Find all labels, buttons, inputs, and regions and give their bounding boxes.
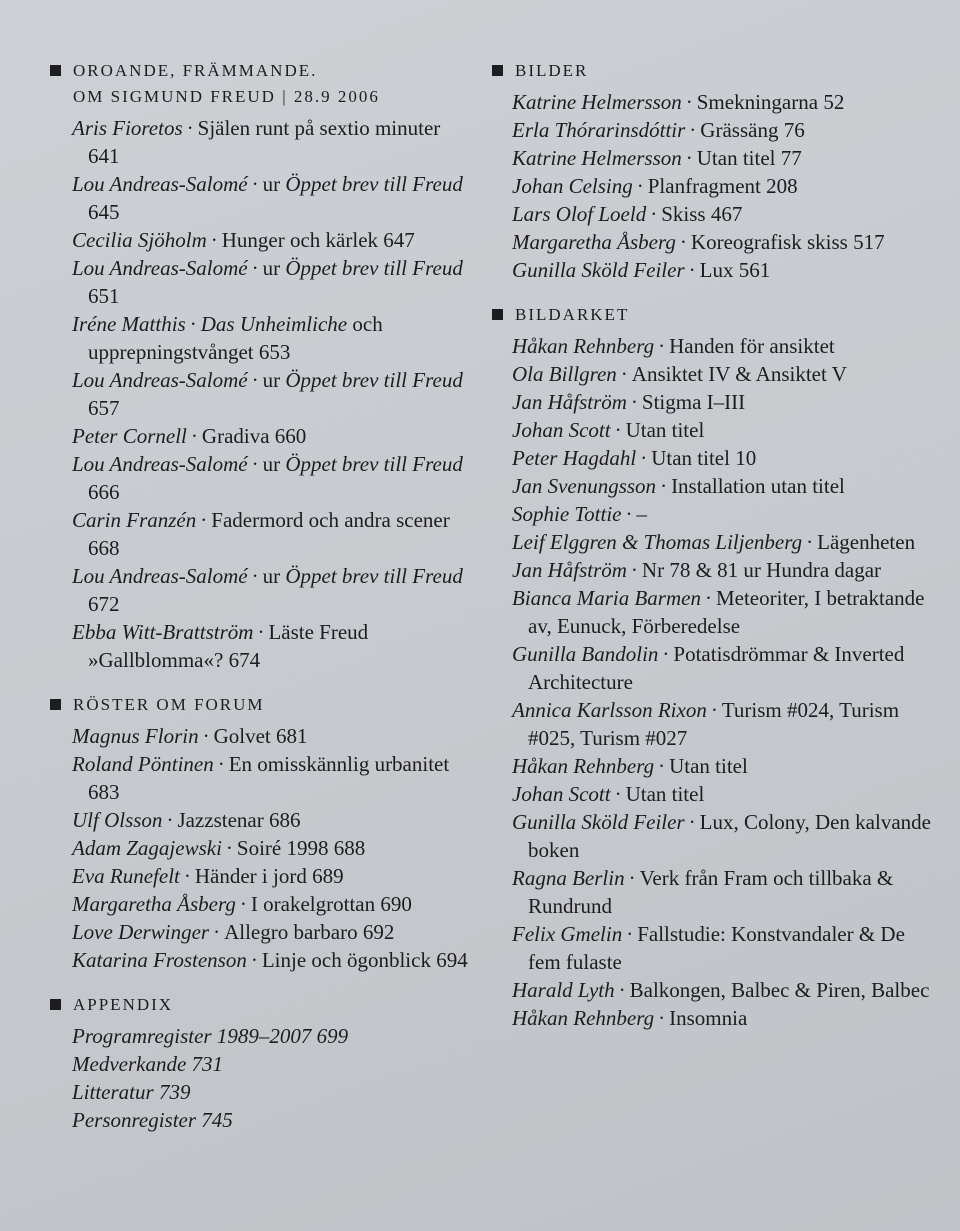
entry-page: 683 (88, 780, 120, 804)
toc-entry (492, 640, 932, 696)
entry-separator: · (183, 864, 191, 888)
toc-entry (492, 416, 932, 444)
entry-author: Annica Karlsson Rixon (512, 698, 707, 722)
entry-page: 688 (333, 836, 366, 860)
appendix-entry (50, 1078, 470, 1106)
toc-entry (492, 332, 932, 360)
square-bullet-icon (492, 309, 503, 320)
entry-title-italic: Öppet brev till Freud (285, 564, 463, 588)
entry-title: Insomnia (669, 1006, 748, 1030)
toc-entry (492, 780, 932, 808)
toc-entry (492, 360, 932, 388)
entry-title: Handen för ansiktet (669, 334, 835, 358)
toc-entry (50, 862, 470, 890)
entry-page: 686 (268, 808, 301, 832)
entry-author: Håkan Rehnberg (512, 1006, 655, 1030)
toc-entry (492, 864, 932, 920)
entry-prefix: ur (262, 368, 281, 392)
entry-page: 645 (88, 200, 120, 224)
section-heading (50, 692, 470, 718)
square-bullet-icon (50, 699, 61, 710)
entry-separator: · (658, 334, 666, 358)
toc-entry (50, 750, 470, 806)
entry-title: Skiss (661, 202, 706, 226)
entry-separator: · (251, 452, 259, 476)
toc-entry (492, 976, 932, 1004)
appendix-section (50, 992, 470, 1134)
entry-title: Potatisdrömmar & Inverted Architecture (528, 642, 905, 694)
entry-page: 52 (823, 90, 845, 114)
toc-entry (492, 388, 932, 416)
entry-prefix: ur (262, 256, 281, 280)
entry-separator: · (190, 424, 198, 448)
section-heading (50, 58, 470, 110)
entry-title: Utan titel (625, 418, 705, 442)
toc-entry (492, 500, 932, 528)
entry-separator: · (620, 362, 628, 386)
entry-author: Ragna Berlin (512, 866, 625, 890)
entry-page: 561 (738, 258, 771, 282)
entry-title: Fallstudie: Konstvandaler & De fem fulaste (528, 922, 905, 974)
entry-separator: · (186, 116, 194, 140)
entry-title: Ansiktet IV & Ansiktet V (631, 362, 847, 386)
toc-entry (492, 200, 932, 228)
entry-title: Planfragment (647, 174, 761, 198)
entry-author: Gunilla Bandolin (512, 642, 659, 666)
entry-title-italic: Öppet brev till Freud (285, 452, 463, 476)
section-title: RÖSTER OM FORUM (73, 695, 265, 714)
toc-entry (492, 144, 932, 172)
toc-entry (492, 256, 932, 284)
section-title: BILDARKET (515, 305, 630, 324)
toc-entry (50, 450, 470, 506)
entry-author: Johan Scott (512, 782, 611, 806)
entry-title: Linje och ögonblick (261, 948, 431, 972)
entry-page: 660 (274, 424, 307, 448)
toc-entry (492, 556, 932, 584)
toc-entry (50, 562, 470, 618)
entry-separator: · (210, 228, 218, 252)
appendix-title: Litteratur (72, 1080, 154, 1104)
entry-page: 517 (853, 230, 885, 254)
toc-entry (492, 472, 932, 500)
toc-entry (492, 1004, 932, 1032)
entry-title: Turism #024, Turism #025, Turism #027 (528, 698, 900, 750)
entry-separator: · (626, 922, 634, 946)
entry-title-italic: Das Unheimliche (200, 312, 348, 336)
entry-title: Lägenheten (817, 530, 916, 554)
entry-title: Utan titel (669, 754, 748, 778)
entry-separator: · (251, 172, 259, 196)
toc-entry (50, 506, 470, 562)
section-title: OROANDE, FRÄMMANDE. OM SIGMUND FREUD | 28.9 2006 (73, 61, 380, 106)
entry-separator: · (257, 620, 265, 644)
entry-separator: · (251, 256, 259, 280)
entry-title: Jazzstenar (177, 808, 264, 832)
appendix-title: Personregister (72, 1108, 197, 1132)
entry-separator: · (658, 754, 666, 778)
entry-author: Erla Thórarinsdóttir (512, 118, 686, 142)
entry-title: Utan titel 10 (651, 446, 757, 470)
entry-page: 692 (362, 920, 395, 944)
entry-author: Iréne Matthis (72, 312, 186, 336)
entry-separator: · (660, 474, 668, 498)
entry-separator: · (685, 90, 693, 114)
entry-title: Gradiva (201, 424, 270, 448)
entry-author: Johan Celsing (512, 174, 633, 198)
entry-separator: · (806, 530, 814, 554)
entry-separator: · (636, 174, 644, 198)
entry-title: Läste Freud »Gallblomma«? (88, 620, 369, 672)
entry-separator: · (202, 724, 210, 748)
entry-page: 467 (710, 202, 743, 226)
toc-entry (492, 172, 932, 200)
toc-entry (50, 918, 470, 946)
entry-separator: · (628, 866, 636, 890)
entry-title: Meteoriter, I betraktande av, Eunuck, Förberedelse (528, 586, 925, 638)
entry-author: Jan Håfström (512, 390, 627, 414)
entry-author: Ebba Witt-Brattström (72, 620, 254, 644)
entry-page: 657 (88, 396, 120, 420)
entry-author: Eva Runefelt (72, 864, 180, 888)
toc-entry (50, 946, 470, 974)
entry-separator: · (250, 948, 258, 972)
square-bullet-icon (50, 65, 61, 76)
section-heading (492, 302, 932, 328)
toc-entry (50, 618, 470, 674)
entry-separator: · (625, 502, 633, 526)
toc-entry (492, 444, 932, 472)
entry-separator: · (251, 564, 259, 588)
entry-page: 689 (312, 864, 344, 888)
entry-title: Utan titel (625, 782, 705, 806)
entry-title: Installation utan titel (671, 474, 845, 498)
entry-page: 745 (201, 1108, 233, 1132)
entry-page: 674 (228, 648, 261, 672)
toc-section (492, 302, 932, 1032)
entry-separator: · (688, 810, 696, 834)
toc-entry (492, 584, 932, 640)
entry-separator: · (679, 230, 687, 254)
entry-title: Själen runt på sextio minuter (197, 116, 441, 140)
entry-page: 694 (436, 948, 468, 972)
toc-entry (50, 834, 470, 862)
entry-author: Lars Olof Loeld (512, 202, 647, 226)
toc-entry (492, 528, 932, 556)
entry-title: Hunger och kärlek (221, 228, 379, 252)
entry-title: Koreografisk skiss (690, 230, 848, 254)
entry-title: Grässäng (700, 118, 779, 142)
entry-author: Jan Svenungsson (512, 474, 657, 498)
entry-page: 681 (276, 724, 308, 748)
entry-separator: · (710, 698, 718, 722)
entry-title-italic: Öppet brev till Freud (285, 368, 463, 392)
toc-entry (50, 422, 470, 450)
toc-entry (492, 696, 932, 752)
entry-page: 699 (316, 1024, 349, 1048)
entry-author: Love Derwinger (72, 920, 210, 944)
appendix-title: Medverkande (72, 1052, 187, 1076)
entry-author: Katarina Frostenson (72, 948, 247, 972)
entry-separator: · (685, 146, 693, 170)
toc-entry (492, 920, 932, 976)
entry-author: Carin Franzén (72, 508, 197, 532)
toc-entry (50, 226, 470, 254)
entry-separator: · (630, 558, 638, 582)
toc-entry (50, 366, 470, 422)
entry-author: Håkan Rehnberg (512, 754, 655, 778)
entry-title: Golvet (213, 724, 271, 748)
entry-title: Verk från Fram och tillbaka & Rundrund (528, 866, 894, 918)
entry-author: Cecilia Sjöholm (72, 228, 207, 252)
toc-entry (492, 116, 932, 144)
entry-title: och upprepningstvånget (88, 312, 383, 364)
entry-author: Harald Lyth (512, 978, 615, 1002)
entry-separator: · (630, 390, 638, 414)
entry-title: I orakelgrottan (250, 892, 376, 916)
toc-entry (50, 254, 470, 310)
entry-page: 739 (158, 1080, 191, 1104)
entry-author: Magnus Florin (72, 724, 199, 748)
section-title: APPENDIX (73, 995, 174, 1014)
entry-title: Allegro barbaro (224, 920, 358, 944)
entry-title-italic: Öppet brev till Freud (285, 256, 463, 280)
entry-author: Bianca Maria Barmen (512, 586, 701, 610)
toc-entry (50, 722, 470, 750)
toc-entry (50, 806, 470, 834)
right-column (492, 58, 932, 1050)
entry-author: Felix Gmelin (512, 922, 623, 946)
entry-author: Jan Håfström (512, 558, 627, 582)
entry-separator: · (658, 1006, 666, 1030)
entry-prefix: ur (262, 172, 281, 196)
entry-author: Adam Zagajewski (72, 836, 222, 860)
entry-author: Gunilla Sköld Feiler (512, 810, 685, 834)
entry-page: 666 (88, 480, 120, 504)
entry-author: Lou Andreas-Salomé (72, 256, 248, 280)
entry-page: 641 (88, 144, 120, 168)
entry-author: Lou Andreas-Salomé (72, 452, 248, 476)
entry-title: Fadermord och andra scener (211, 508, 450, 532)
entry-separator: · (213, 920, 221, 944)
entry-page: 690 (380, 892, 412, 916)
appendix-entry (50, 1022, 470, 1050)
entry-page: 651 (88, 284, 120, 308)
entry-title: Balkongen, Balbec & Piren, Balbec (629, 978, 930, 1002)
entry-author: Sophie Tottie (512, 502, 622, 526)
entry-author: Lou Andreas-Salomé (72, 368, 248, 392)
entry-title: Lux, Colony, Den kalvande boken (528, 810, 931, 862)
entry-page: 77 (780, 146, 802, 170)
entry-prefix: ur (262, 452, 281, 476)
toc-entry (50, 114, 470, 170)
entry-separator: · (217, 752, 225, 776)
entry-author: Peter Cornell (72, 424, 187, 448)
entry-title: Soiré 1998 (236, 836, 329, 860)
toc-entry (492, 88, 932, 116)
section-heading (492, 58, 932, 84)
entry-author: Johan Scott (512, 418, 611, 442)
entry-separator: · (189, 312, 197, 336)
section-title: BILDER (515, 61, 589, 80)
entry-title: Smekningarna (696, 90, 819, 114)
entry-separator: · (618, 978, 626, 1002)
entry-page: 647 (383, 228, 415, 252)
entry-page: 731 (191, 1052, 224, 1076)
appendix-entry (50, 1050, 470, 1078)
entry-separator: · (251, 368, 259, 392)
toc-section (50, 58, 470, 674)
entry-title: En omisskännlig urbanitet (228, 752, 450, 776)
toc-section (50, 692, 470, 974)
entry-author: Håkan Rehnberg (512, 334, 655, 358)
entry-separator: · (704, 586, 712, 610)
entry-page: 672 (88, 592, 120, 616)
entry-separator: · (200, 508, 208, 532)
entry-author: Katrine Helmersson (512, 90, 682, 114)
toc-entry (492, 808, 932, 864)
entry-separator: · (614, 418, 622, 442)
toc-entry (492, 752, 932, 780)
entry-author: Lou Andreas-Salomé (72, 172, 248, 196)
entry-page: 76 (783, 118, 805, 142)
entry-title: Stigma I–III (641, 390, 746, 414)
entry-author: Leif Elggren & Thomas Liljenberg (512, 530, 803, 554)
entry-separator: · (640, 446, 648, 470)
entry-separator: · (614, 782, 622, 806)
entry-page: 653 (258, 340, 291, 364)
entry-separator: · (689, 118, 697, 142)
entry-author: Ulf Olsson (72, 808, 163, 832)
appendix-entry (50, 1106, 470, 1134)
toc-entry (50, 890, 470, 918)
entry-page: 208 (766, 174, 798, 198)
entry-title-italic: Öppet brev till Freud (285, 172, 463, 196)
entry-author: Peter Hagdahl (512, 446, 637, 470)
entry-title: Lux (699, 258, 734, 282)
entry-author: Ola Billgren (512, 362, 617, 386)
toc-entry (50, 170, 470, 226)
entry-title: Utan titel (696, 146, 776, 170)
section-heading (50, 992, 470, 1018)
toc-entry (50, 310, 470, 366)
square-bullet-icon (50, 999, 61, 1010)
entry-author: Katrine Helmersson (512, 146, 682, 170)
entry-prefix: ur (262, 564, 281, 588)
entry-author: Lou Andreas-Salomé (72, 564, 248, 588)
toc-entry (492, 228, 932, 256)
entry-separator: · (225, 836, 233, 860)
entry-author: Gunilla Sköld Feiler (512, 258, 685, 282)
entry-author: Margaretha Åsberg (512, 230, 676, 254)
entry-page: 668 (88, 536, 120, 560)
toc-section (492, 58, 932, 284)
entry-title: – (636, 502, 647, 526)
entry-author: Roland Pöntinen (72, 752, 214, 776)
entry-separator: · (662, 642, 670, 666)
entry-separator: · (166, 808, 174, 832)
appendix-title: Programregister 1989–2007 (72, 1024, 312, 1048)
entry-author: Aris Fioretos (72, 116, 183, 140)
entry-separator: · (650, 202, 658, 226)
entry-title: Händer i jord (194, 864, 307, 888)
left-column (50, 58, 470, 1152)
entry-separator: · (688, 258, 696, 282)
entry-title: Nr 78 & 81 ur Hundra dagar (641, 558, 882, 582)
square-bullet-icon (492, 65, 503, 76)
entry-author: Margaretha Åsberg (72, 892, 236, 916)
entry-separator: · (239, 892, 247, 916)
